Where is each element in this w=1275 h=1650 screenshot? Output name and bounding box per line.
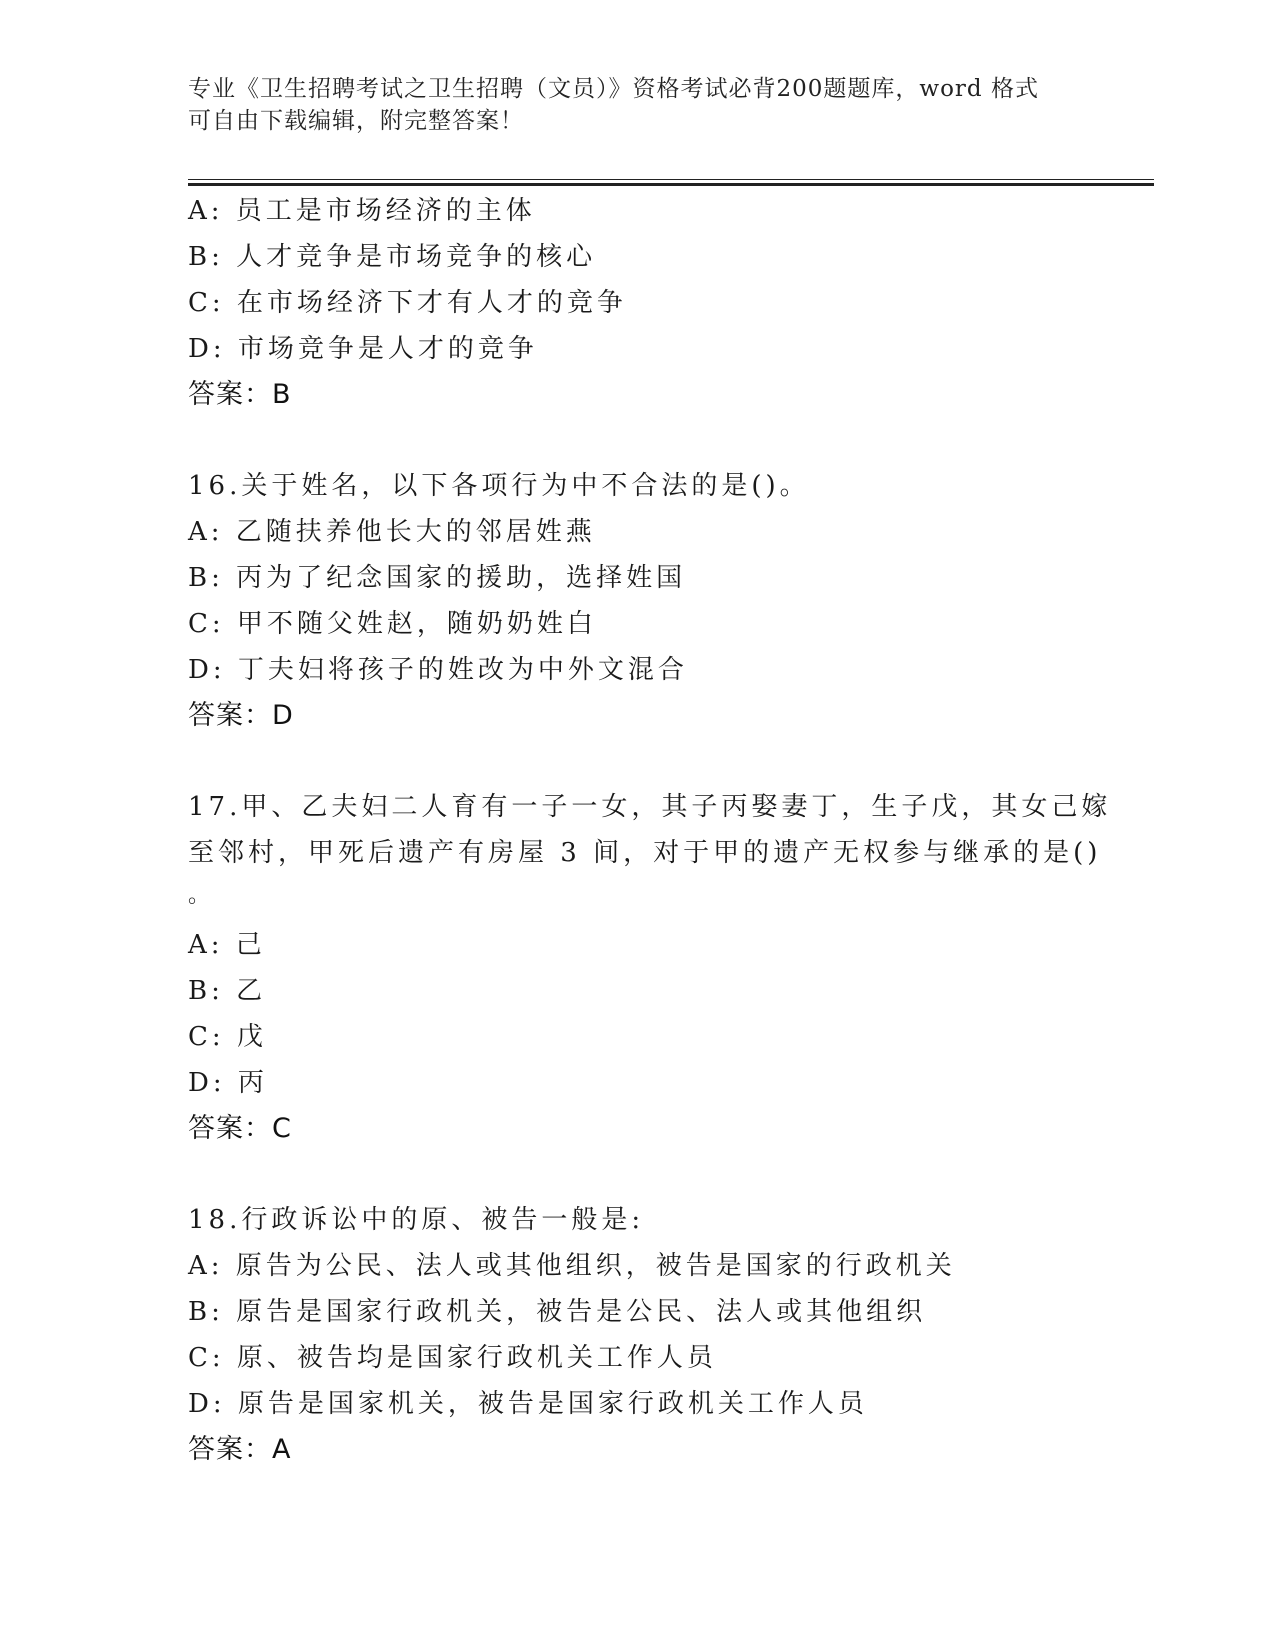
header-divider-thick	[188, 183, 1154, 186]
option-c: C: 戊	[188, 1022, 267, 1052]
block-spacer	[188, 739, 1088, 784]
question-text: 18.行政诉讼中的原、被告一般是:	[188, 1205, 645, 1235]
header-line-2: 可自由下载编辑，附完整答案！	[188, 108, 524, 134]
question-block-16	[188, 463, 1088, 739]
header-line-1: 专业《卫生招聘考试之卫生招聘（文员）》资格考试必背200题题库，word 格式	[188, 76, 1039, 102]
option-c: C: 原、被告均是国家行政机关工作人员	[188, 1343, 717, 1373]
block-spacer	[188, 1152, 1088, 1197]
block-spacer	[188, 418, 1088, 463]
option-d: D: 原告是国家机关，被告是国家行政机关工作人员	[188, 1389, 868, 1419]
option-b: B: 原告是国家行政机关，被告是公民、法人或其他组织	[188, 1297, 927, 1327]
option-d: D: 丙	[188, 1068, 268, 1098]
question-list	[188, 188, 1112, 1473]
question-text: 16.关于姓名，以下各项行为中不合法的是()。	[188, 471, 810, 501]
question-text-line-1: 17.甲、乙夫妇二人育有一子一女，其子丙娶妻丁，生子戊，其女己嫁	[188, 792, 1112, 822]
option-b: B: 人才竞争是市场竞争的核心	[188, 242, 597, 272]
question-block-18	[188, 1197, 1088, 1473]
option-d: D: 丁夫妇将孩子的姓改为中外文混合	[188, 655, 688, 685]
option-a: A: 己	[188, 930, 266, 960]
answer-label: 答案：C	[188, 1113, 292, 1144]
option-d: D: 市场竞争是人才的竞争	[188, 334, 538, 364]
question-block-17	[188, 784, 1112, 1152]
option-c: C: 在市场经济下才有人才的竞争	[188, 288, 627, 318]
question-block-15	[188, 188, 1088, 418]
option-a: A: 原告为公民、法人或其他组织，被告是国家的行政机关	[188, 1251, 956, 1281]
answer-label: 答案：D	[188, 700, 294, 731]
question-text-line-2: 至邻村，甲死后遗产有房屋 3 间，对于甲的遗产无权参与继承的是()	[188, 838, 1102, 868]
header-divider-thin	[188, 179, 1154, 180]
question-text-line-3: 。	[188, 883, 215, 908]
answer-label: 答案：A	[188, 1434, 292, 1465]
document-header	[188, 73, 1088, 137]
option-a: A: 乙随扶养他长大的邻居姓燕	[188, 517, 596, 547]
option-c: C: 甲不随父姓赵，随奶奶姓白	[188, 609, 597, 639]
option-b: B: 乙	[188, 976, 267, 1006]
answer-label: 答案：B	[188, 379, 292, 410]
option-a: A: 员工是市场经济的主体	[188, 196, 536, 226]
option-b: B: 丙为了纪念国家的援助，选择姓国	[188, 563, 687, 593]
